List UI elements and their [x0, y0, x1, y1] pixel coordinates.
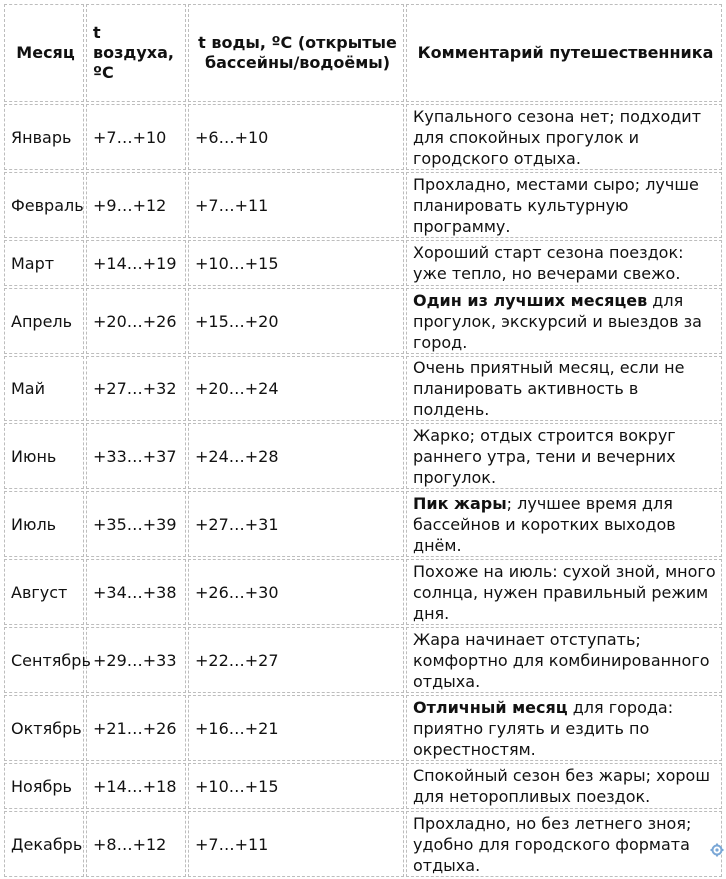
comment-emphasis: Отличный месяц	[413, 697, 568, 717]
header-month: Месяц	[4, 4, 84, 102]
cell-month: Декабрь	[4, 811, 84, 877]
cell-comment	[406, 288, 722, 354]
cell-air-temp: +14…+19	[86, 240, 186, 286]
cell-water-temp: +10…+15	[188, 240, 404, 286]
table-row	[4, 627, 722, 693]
cell-air-temp: +33…+37	[86, 423, 186, 489]
cell-water-temp: +10…+15	[188, 763, 404, 809]
cell-comment	[406, 559, 722, 625]
cell-air-temp: +34…+38	[86, 559, 186, 625]
table-row	[4, 104, 722, 170]
comment-text: Спокойный сезон без жары; хорош для неторопливых поездок.	[413, 766, 710, 806]
comment-text: Жарко; отдых строится вокруг раннего утра, тени и вечерних прогулок.	[413, 425, 676, 487]
comment-text: Хороший старт сезона поездок: уже тепло, но вечерами свежо.	[413, 243, 684, 283]
table-body	[4, 104, 722, 877]
cell-comment	[406, 763, 722, 809]
comment-text: Купального сезона нет; подходит для спокойных прогулок и городского отдыха.	[413, 106, 702, 168]
comment-text: Похоже на июль: сухой зной, много солнца, нужен правильный режим дня.	[413, 561, 716, 623]
table-row	[4, 356, 722, 421]
cell-water-temp: +7…+11	[188, 172, 404, 238]
cell-month: Август	[4, 559, 84, 625]
comment-text: Прохладно, но без летнего зноя; удобно для городского формата отдыха.	[413, 813, 692, 875]
table-row	[4, 240, 722, 286]
cell-month: Январь	[4, 104, 84, 170]
table-row	[4, 695, 722, 761]
climate-table	[2, 2, 724, 879]
cell-water-temp: +6…+10	[188, 104, 404, 170]
cell-comment	[406, 423, 722, 489]
table-row	[4, 288, 722, 354]
table-row	[4, 763, 722, 809]
comment-text: для прогулок, экскурсий и выездов за город.	[413, 290, 702, 352]
table-row	[4, 423, 722, 489]
cell-water-temp: +20…+24	[188, 356, 404, 421]
cell-comment	[406, 240, 722, 286]
cell-comment	[406, 172, 722, 238]
gear-icon[interactable]	[710, 843, 724, 857]
table-row	[4, 811, 722, 877]
table-row	[4, 559, 722, 625]
header-row	[4, 4, 722, 102]
cell-air-temp: +14…+18	[86, 763, 186, 809]
cell-month: Июль	[4, 491, 84, 557]
cell-comment	[406, 356, 722, 421]
header-air-temp: t воздуха, ºC	[86, 4, 186, 102]
cell-month: Май	[4, 356, 84, 421]
cell-comment	[406, 491, 722, 557]
cell-water-temp: +24…+28	[188, 423, 404, 489]
comment-emphasis: Пик жары	[413, 493, 507, 513]
comment-emphasis: Один из лучших месяцев	[413, 290, 648, 310]
header-comment: Комментарий путешественника	[406, 4, 722, 102]
comment-text: Жара начинает отступать; комфортно для комбинированного отдыха.	[413, 629, 710, 691]
comment-text: Очень приятный месяц, если не планировать активность в полдень.	[413, 358, 685, 419]
comment-text: ; лучшее время для бассейнов и коротких выходов днём.	[413, 493, 676, 555]
cell-water-temp: +16…+21	[188, 695, 404, 761]
cell-air-temp: +7…+10	[86, 104, 186, 170]
cell-air-temp: +9…+12	[86, 172, 186, 238]
cell-month: Октябрь	[4, 695, 84, 761]
cell-comment	[406, 811, 722, 877]
header-water-temp: t воды, ºC (открытые бассейны/водоёмы)	[188, 4, 404, 102]
cell-water-temp: +26…+30	[188, 559, 404, 625]
cell-month: Март	[4, 240, 84, 286]
table-row	[4, 172, 722, 238]
cell-month: Февраль	[4, 172, 84, 238]
cell-month: Июнь	[4, 423, 84, 489]
cell-air-temp: +8…+12	[86, 811, 186, 877]
cell-water-temp: +7…+11	[188, 811, 404, 877]
cell-air-temp: +35…+39	[86, 491, 186, 557]
comment-text: для города: приятно гулять и ездить по окрестностям.	[413, 697, 674, 759]
cell-water-temp: +22…+27	[188, 627, 404, 693]
cell-water-temp: +15…+20	[188, 288, 404, 354]
cell-water-temp: +27…+31	[188, 491, 404, 557]
cell-month: Сентябрь	[4, 627, 84, 693]
cell-comment	[406, 627, 722, 693]
table-row	[4, 491, 722, 557]
cell-air-temp: +20…+26	[86, 288, 186, 354]
cell-air-temp: +29…+33	[86, 627, 186, 693]
cell-month: Ноябрь	[4, 763, 84, 809]
cell-month: Апрель	[4, 288, 84, 354]
cell-comment	[406, 104, 722, 170]
comment-text: Прохладно, местами сыро; лучше планировать культурную программу.	[413, 174, 699, 236]
cell-air-temp: +27…+32	[86, 356, 186, 421]
cell-comment	[406, 695, 722, 761]
cell-air-temp: +21…+26	[86, 695, 186, 761]
